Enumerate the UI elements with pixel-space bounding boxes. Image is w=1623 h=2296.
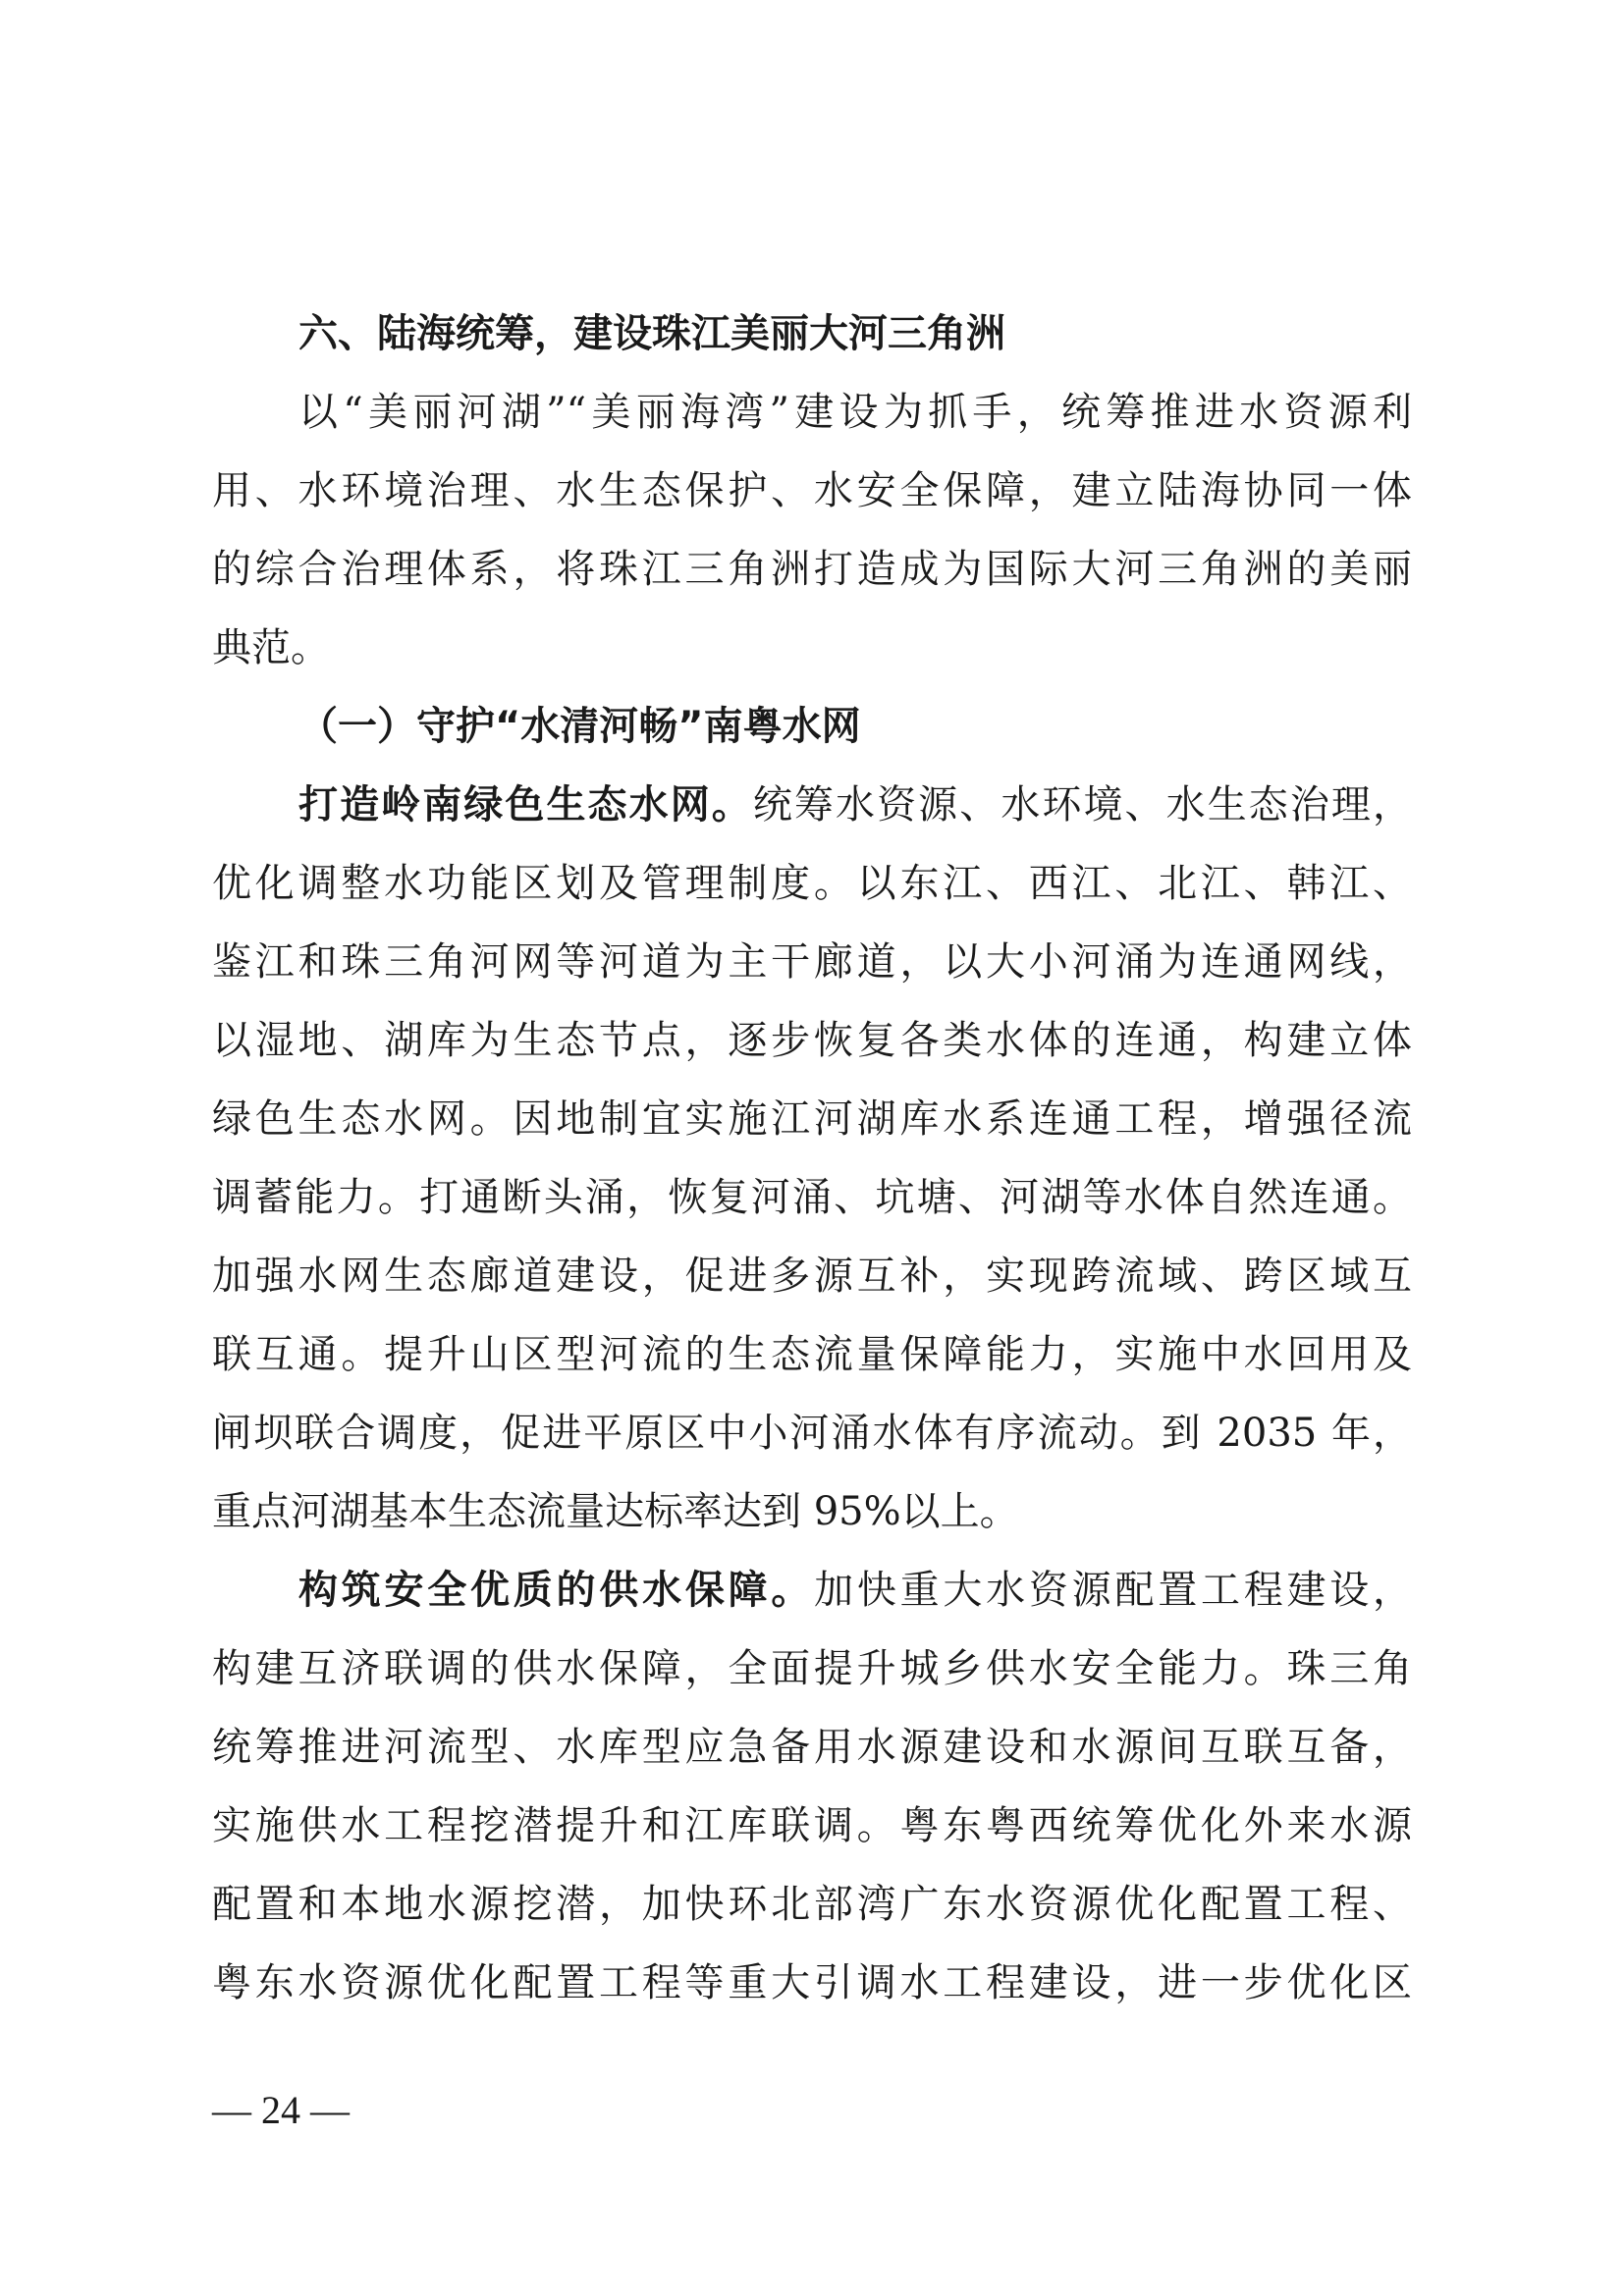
paragraph-first-line [212, 766, 1412, 844]
intro-line: 用、水环境治理、水生态保护、水安全保障，建立陆海协同一体 [212, 468, 1412, 513]
paragraph-line: 构建互济联调的供水保障，全面提升城乡供水安全能力。珠三角 [212, 1646, 1412, 1691]
paragraph-line: 统筹推进河流型、水库型应急备用水源建设和水源间互联互备， [212, 1725, 1412, 1770]
paragraph-line: 配置和本地水源挖潜，加快环北部湾广东水资源优化配置工程、 [212, 1882, 1412, 1927]
paragraph-line: 粤东水资源优化配置工程等重大引调水工程建设，进一步优化区 [212, 1960, 1412, 2005]
paragraph-line: 联互通。提升山区型河流的生态流量保障能力，实施中水回用及 [212, 1332, 1412, 1377]
subsection-title: （一）守护“水清河畅”南粤水网 [298, 704, 861, 749]
paragraph-line: 加强水网生态廊道建设，促进多源互补，实现跨流域、跨区域互 [212, 1254, 1412, 1299]
paragraph-line: 绿色生态水网。因地制宜实施江河湖库水系连通工程，增强径流 [212, 1096, 1412, 1142]
paragraph-lead: 打造岭南绿色生态水网。 [298, 782, 753, 828]
paragraph-line: 优化调整水功能区划及管理制度。以东江、西江、北江、韩江、 [212, 861, 1412, 906]
document-body [212, 294, 1412, 2022]
paragraph-line: 以湿地、湖库为生态节点，逐步恢复各类水体的连通，构建立体 [212, 1018, 1412, 1063]
page-number: — 24 — [212, 2088, 350, 2132]
paragraph-first-line [212, 1551, 1412, 1629]
paragraph-line: 鉴江和珠三角河网等河道为主干廊道，以大小河涌为连通网线， [212, 939, 1412, 985]
paragraph-line: 调蓄能力。打通断头涌，恢复河涌、坑塘、河湖等水体自然连通。 [212, 1175, 1412, 1220]
paragraph-text: 统筹水资源、水环境、水生态治理， [752, 782, 1413, 828]
paragraph-lead: 构筑安全优质的供水保障。 [298, 1568, 815, 1613]
intro-line: 以“美丽河湖”“美丽海湾”建设为抓手，统筹推进水资源利 [298, 390, 1412, 435]
section-title: 六、陆海统筹，建设珠江美丽大河三角洲 [298, 311, 1005, 356]
paragraph-line: 实施供水工程挖潜提升和江库联调。粤东粤西统筹优化外来水源 [212, 1803, 1412, 1848]
paragraph-text: 加快重大水资源配置工程建设， [814, 1568, 1413, 1613]
intro-line: 典范。 [212, 625, 330, 670]
paragraph-line: 闸坝联合调度，促进平原区中小河涌水体有序流动。到 2035 年， [212, 1411, 1412, 1456]
intro-line: 的综合治理体系，将珠江三角洲打造成为国际大河三角洲的美丽 [212, 547, 1412, 592]
paragraph-line: 重点河湖基本生态流量达标率达到 95%以上。 [212, 1489, 1019, 1534]
